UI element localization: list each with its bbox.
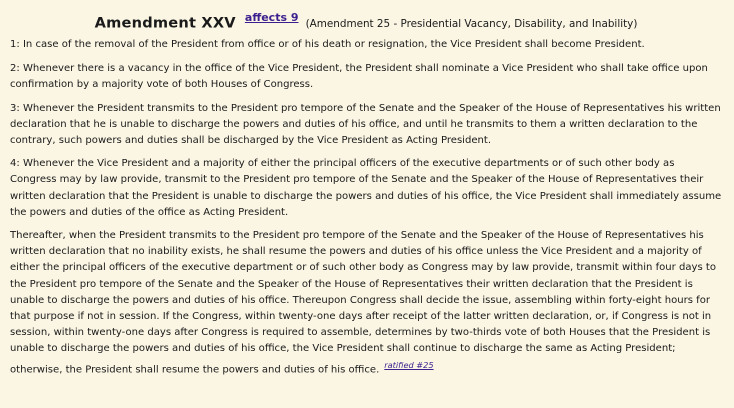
continuation-text: Thereafter, when the President transmits to the President pro tempore of the Senate and the Speaker of the House of Representatives his written declaration that no inability exists, he shall resume the powers and duties of his office unless the Vice President and a majority of either the principal officers of the executive department or of such other body as Congress may by law provide, transmit within four days to the President pro tempore of the Senate and the Speaker of the House of Representatives their written declaration that the President is unable to discharge the powers and duties of his office. Thereupon Congress shall decide the issue, assembling within forty-eight hours for that purpose if not in session. If the Congress, within twenty-one days after receipt of the latter written declaration, or, if Congress is not in session, within twenty-one days after Congress is required to assemble, determines by two-thirds vote of both Houses that the President is unable to discharge the powers and duties of his office, the Vice President shall continue to discharge the same as Acting President; otherwise, the President shall resume the powers and duties of his office. xyxy=(10,230,716,376)
amendment-header xyxy=(10,8,722,34)
amendment-subtitle: (Amendment 25 - Presidential Vacancy, Disability, and Inability) xyxy=(305,18,638,31)
section-4-paragraph: 4: Whenever the Vice President and a majority of either the principal officers of the executive departments or of such other body as Congress may by law provide, transmit to the President pro tempore of the Senate and the Speaker of the House of Representatives their written declaration that the President is unable to discharge the powers and duties of his office, the Vice President shall immediately assume the powers and duties of the office as Acting President. xyxy=(10,158,722,218)
section-3-paragraph: 3: Whenever the President transmits to the President pro tempore of the Senate and the Speaker of the House of Representatives his written declaration that he is unable to discharge the powers and duties of his office, and until he transmits to them a written declaration to the contrary, such powers and duties shall be discharged by the Vice President as Acting President. xyxy=(10,102,721,146)
section-2-paragraph: 2: Whenever there is a vacancy in the office of the Vice President, the President shall nominate a Vice President who shall take office upon confirmation by a majority vote of both Houses of Congress. xyxy=(10,62,708,91)
section-1-paragraph: 1: In case of the removal of the President from office or of his death or resignation, the Vice President shall become President. xyxy=(10,39,645,51)
ratified-link[interactable]: ratified #25 xyxy=(384,360,434,371)
affects-link[interactable]: affects 9 xyxy=(244,11,299,24)
amendment-title: Amendment XXV xyxy=(94,14,236,32)
section-4-continuation-paragraph xyxy=(10,228,722,378)
